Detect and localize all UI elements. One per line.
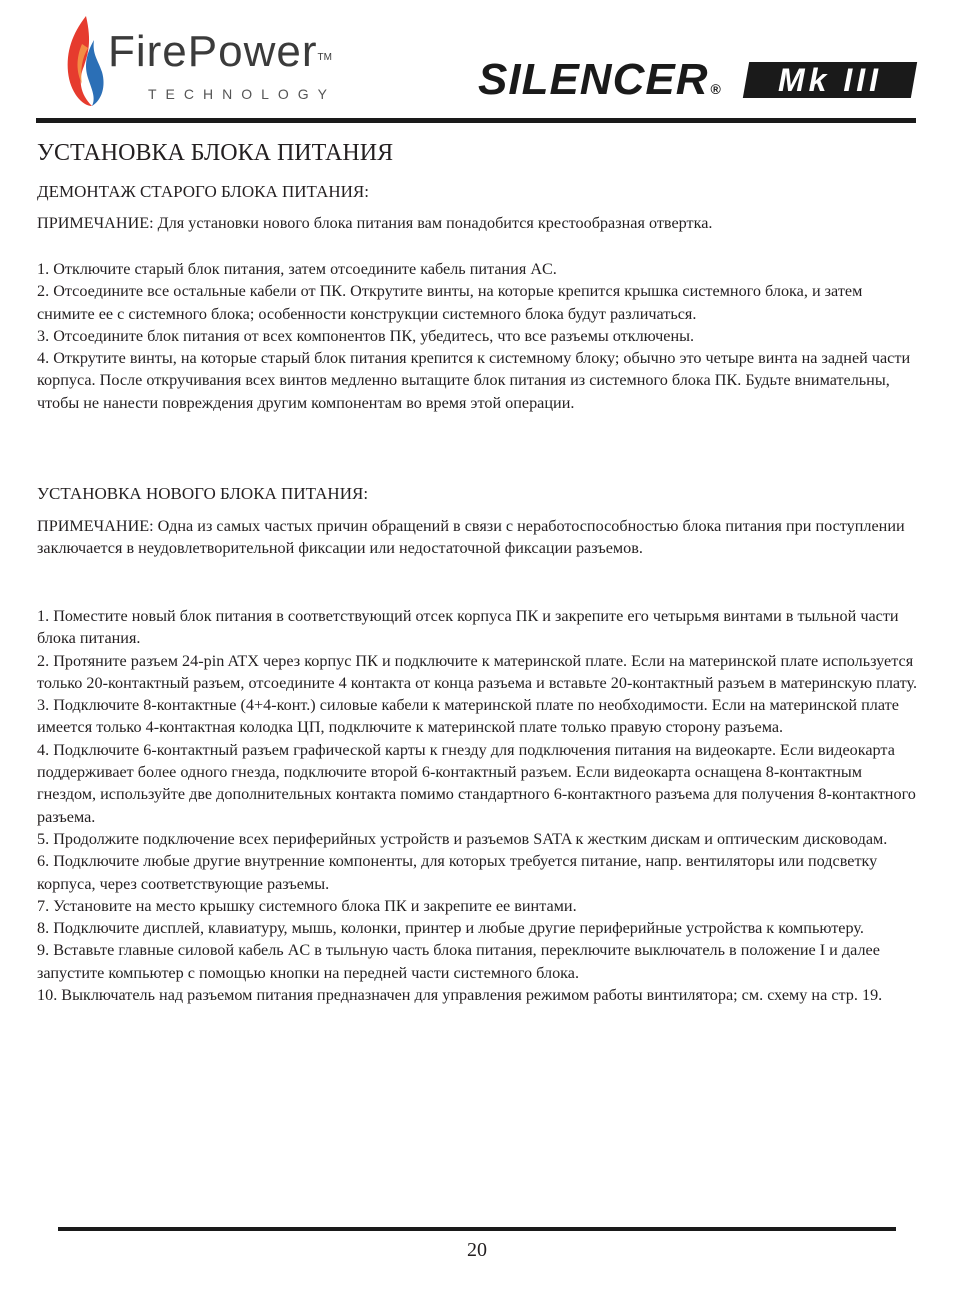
- page-number: 20: [467, 1239, 487, 1261]
- product-name: SILENCER ®: [478, 55, 722, 104]
- trademark-mark: TM: [317, 52, 332, 63]
- install-note: ПРИМЕЧАНИЕ: Одна из самых частых причин обращений в связи с неработоспособностью блока питания при поступлении заключается в неудовлетворительной фиксации или недостаточной фиксации разъемов.: [37, 517, 905, 558]
- removal-heading: ДЕМОНТАЖ СТАРОГО БЛОКА ПИТАНИЯ:: [37, 182, 369, 201]
- list-item: 9. Вставьте главные силовой кабель AC в тыльную часть блока питания, переключите выключатель в положение I и далее запустите компьютер с помощью кнопки на передней части системного блока.: [37, 941, 880, 982]
- brand-name: FirePower™: [108, 27, 332, 76]
- list-item: 3. Отсоедините блок питания от всех компонентов ПК, убедитесь, что все разъемы отключены.: [37, 326, 695, 345]
- footer-divider: [58, 1227, 896, 1231]
- list-item: 8. Подключите дисплей, клавиатуру, мышь, колонки, принтер и любые другие периферийные устройства к компьютеру.: [37, 919, 864, 938]
- header-divider: [36, 118, 916, 123]
- install-heading: УСТАНОВКА НОВОГО БЛОКА ПИТАНИЯ:: [37, 484, 369, 503]
- product-badge: Mk III: [743, 62, 917, 98]
- page-title: УСТАНОВКА БЛОКА ПИТАНИЯ: [37, 140, 394, 166]
- list-item: 1. Поместите новый блок питания в соответствующий отсек корпуса ПК и закрепите его четырьмя винтами в тыльной части блока питания.: [37, 607, 899, 648]
- install-steps: [37, 605, 922, 1006]
- page-header: [0, 0, 954, 124]
- registered-mark: ®: [710, 81, 722, 97]
- list-item: 2. Отсоедините все остальные кабели от ПК. Открутите винты, на которые крепится крышка системного блока, и затем снимите ее с системного блока; особенности конструкции системного блока будут различаться.: [37, 282, 863, 323]
- brand-tagline: TECHNOLOGY: [148, 86, 337, 102]
- list-item: 4. Подключите 6-контактный разъем графической карты к гнезду для подключения питания на видеокарте. Если видеокарта поддерживает более одного гнезда, подключите второй 6-контактный разъем. Если видеокарта оснащена 8-контактным гнездом, используйте две дополнительных контакта помимо стандартного 6-контактного разъема для получения 8-контактного разъема.: [37, 740, 916, 826]
- list-item: 7. Установите на место крышку системного блока ПК и закрепите ее винтами.: [37, 896, 577, 915]
- list-item: 2. Протяните разъем 24-pin ATX через корпус ПК и подключите к материнской плате. Если на материнской плате используется только 20-контактный разъем, отсоедините 4 контакта от конца разъема и вставьте 20-контактный разъем в материнскую плату.: [37, 651, 918, 692]
- flame-logo-icon: [62, 14, 108, 108]
- removal-note: ПРИМЕЧАНИЕ: Для установки нового блока питания вам понадобится крестообразная отвертка.: [37, 214, 713, 232]
- list-item: 4. Открутите винты, на которые старый блок питания крепится к системному блоку; обычно это четыре винта на задней части корпуса. После откручивания всех винтов медленно вытащите блок питания из системного блока ПК. Будьте внимательны, чтобы не нанести повреждения другим компонентам во время этой операции.: [37, 349, 911, 412]
- list-item: 10. Выключатель над разъемом питания предназначен для управления режимом работы винтилятора; см. схему на стр. 19.: [37, 986, 883, 1005]
- list-item: 3. Подключите 8-контактные (4+4-конт.) силовые кабели к материнской плате по необходимости. Если на материнской плате имеется только 4-контактная колодка ЦП, подключите к материнской плате только правую сторону разъема.: [37, 696, 899, 737]
- removal-steps: [37, 258, 922, 414]
- list-item: 1. Отключите старый блок питания, затем отсоедините кабель питания AC.: [37, 260, 557, 278]
- list-item: 6. Подключите любые другие внутренние компоненты, для которых требуется питание, напр. вентиляторы или подсветку корпуса, через соответствующие разъемы.: [37, 852, 878, 893]
- list-item: 5. Продолжите подключение всех периферийных устройств и разъемов SATA к жестким дискам и оптическим дисководам.: [37, 829, 888, 848]
